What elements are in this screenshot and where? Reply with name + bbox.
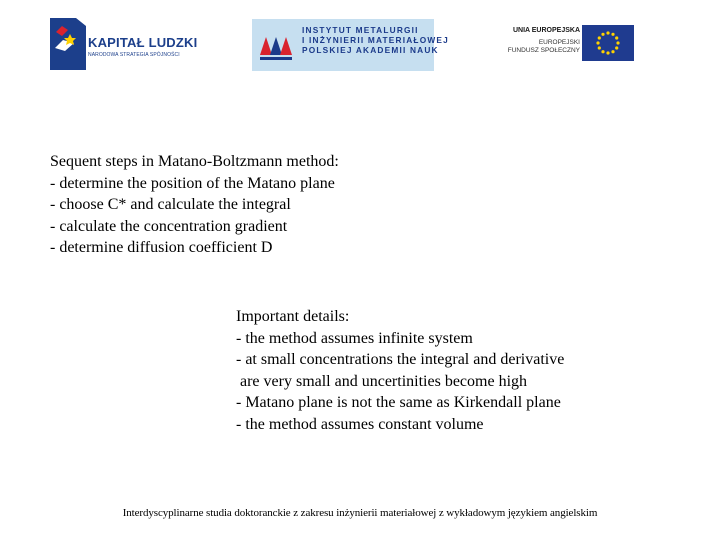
imim-emblem-icon [258,25,298,65]
kapital-ludzki-title: KAPITAŁ LUDZKI [88,35,198,50]
eu-line-2: EUROPEJSKI [538,39,580,46]
matano-steps-block [50,151,339,259]
steps-item: - determine the position of the Matano plane [50,174,335,192]
imim-line-3: POLSKIEJ AKADEMII NAUK [302,45,439,55]
steps-item: - determine diffusion coefficient D [50,239,273,256]
details-item: are very small and uncertinities become high [236,372,528,390]
details-item: - Matano plane is not the same as Kirkendall plane [236,394,561,411]
eu-logo [500,24,634,64]
imim-line-2: I INŻYNIERII MATERIAŁOWEJ [302,35,449,45]
eu-flag-icon [582,25,634,61]
imim-logo [252,19,449,71]
kapital-ludzki-subtitle: NARODOWA STRATEGIA SPÓJNOŚCI [88,52,180,58]
imim-name [302,25,449,55]
kapital-ludzki-logo [50,18,200,70]
eu-line-3: FUNDUSZ SPOŁECZNY [507,47,580,54]
details-item: - the method assumes infinite system [236,329,473,347]
steps-item: - choose C* and calculate the integral [50,196,291,213]
important-details-block [236,306,564,435]
footer-text: Interdyscyplinarne studia doktoranckie z zakresu inżynierii materiałowej z wykładowym językiem angielskim [122,507,598,519]
steps-item: - calculate the concentration gradient [50,217,288,235]
details-heading: Important details: [236,308,350,325]
details-item: - at small concentrations the integral and derivative [236,351,565,368]
eu-title: UNIA EUROPEJSKA [512,27,580,34]
kapital-ludzki-emblem-icon [50,18,86,70]
details-item: - the method assumes constant volume [236,415,484,433]
imim-line-1: INSTYTUT METALURGII [302,25,419,35]
steps-heading: Sequent steps in Matano-Boltzmann method: [50,153,339,170]
